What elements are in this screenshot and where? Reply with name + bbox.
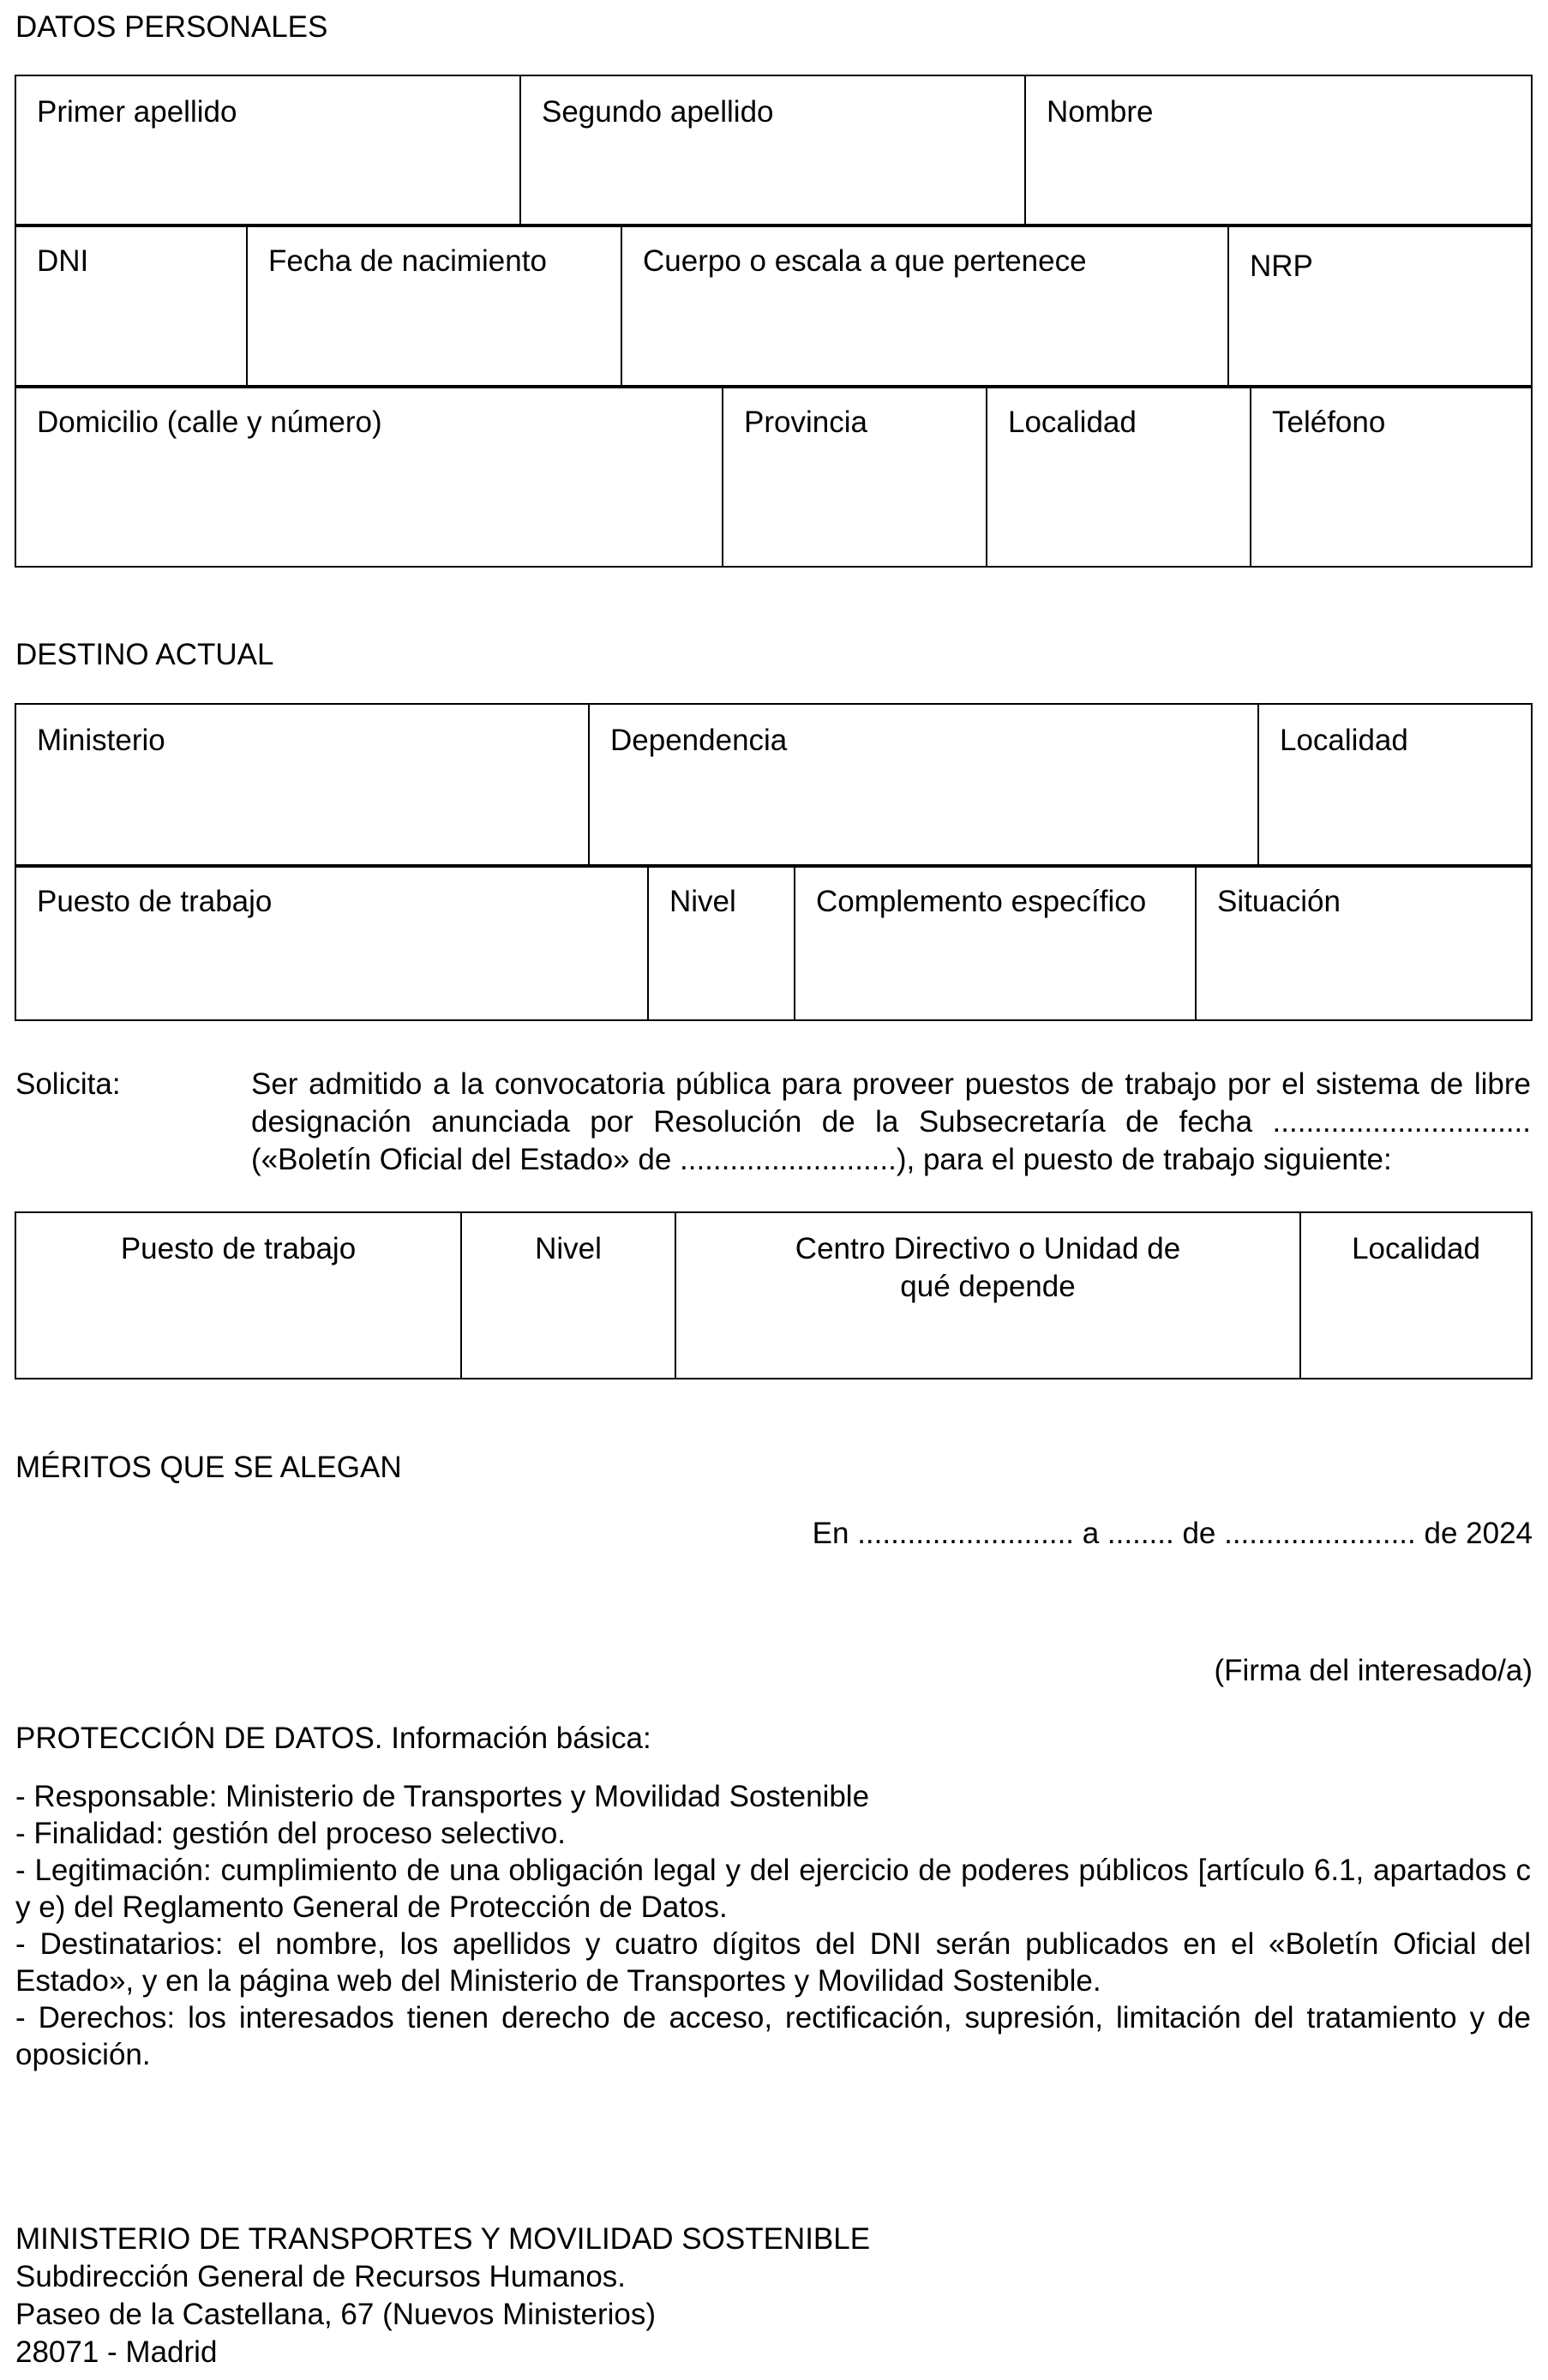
field-dni[interactable]	[15, 225, 247, 388]
merits-heading: MÉRITOS QUE SE ALEGAN	[15, 1451, 402, 1484]
address-postal-city: 28071 - Madrid	[15, 2335, 218, 2369]
field-department[interactable]	[589, 704, 1258, 867]
field-phone[interactable]	[1251, 386, 1532, 567]
field-second-surname[interactable]	[520, 75, 1025, 226]
field-label: Puesto de trabajo	[120, 1232, 357, 1265]
date-line[interactable]: En .......................... a ........ de ....................... de 2024	[812, 1517, 1533, 1550]
field-label: Nombre	[1047, 95, 1154, 129]
field-ministry[interactable]	[15, 704, 589, 867]
field-label: Localidad	[1280, 724, 1408, 757]
field-label: Localidad	[1008, 406, 1137, 439]
field-level[interactable]	[648, 865, 795, 1020]
field-current-locality[interactable]	[1258, 704, 1532, 867]
privacy-info	[15, 1778, 1531, 2073]
field-label: Puesto de trabajo	[37, 885, 273, 918]
field-label: Provincia	[744, 406, 867, 439]
field-situation[interactable]	[1196, 865, 1532, 1020]
field-label: Domicilio (calle y número)	[37, 406, 382, 439]
address-street: Paseo de la Castellana, 67 (Nuevos Ministerios)	[15, 2298, 657, 2331]
personal-row-1	[15, 75, 1533, 227]
field-requested-locality[interactable]	[1300, 1212, 1532, 1379]
current-row-1	[15, 703, 1533, 868]
address-ministry: MINISTERIO DE TRANSPORTES Y MOVILIDAD SOSTENIBLE	[15, 2222, 871, 2256]
privacy-item-legitimation: - Legitimación: cumplimiento de una obligación legal y del ejercicio de poderes públicos [artículo 6.1, apartados c y e) del Reglamento General de Protección de Datos.	[15, 1854, 1531, 1924]
current-post-heading: DESTINO ACTUAL	[15, 638, 274, 671]
request-text: Ser admitido a la convocatoria pública para proveer puestos de trabajo por el sistema de libre designación anunciada por Resolución de la Subsecretaría de fecha ............................... («Boletín Oficial del Estado» de ..........................), para el puesto de trabajo siguiente:	[251, 1067, 1531, 1176]
personal-row-2	[15, 224, 1533, 388]
field-label: Centro Directivo o Unidad de qué depende	[795, 1232, 1181, 1303]
field-label: Primer apellido	[37, 95, 237, 129]
signature-label: (Firma del interesado/a)	[1214, 1654, 1533, 1687]
field-requested-job-post[interactable]	[15, 1212, 461, 1379]
field-label: Complemento específico	[816, 885, 1147, 918]
field-label: Ministerio	[37, 724, 165, 757]
privacy-item-controller: - Responsable: Ministerio de Transportes y Movilidad Sostenible	[15, 1780, 870, 1813]
field-locality[interactable]	[987, 386, 1251, 567]
field-specific-complement[interactable]	[795, 865, 1196, 1020]
privacy-item-recipients: - Destinatarios: el nombre, los apellidos y cuatro dígitos del DNI serán publicados en el «Boletín Oficial del Estado», y en la página web del Ministerio de Transportes y Movilidad Sostenible.	[15, 1927, 1531, 1998]
request-label: Solicita:	[15, 1067, 121, 1101]
field-province[interactable]	[723, 386, 987, 567]
field-birth-date[interactable]	[247, 225, 621, 388]
field-label: Teléfono	[1272, 406, 1386, 439]
field-label: Cuerpo o escala a que pertenece	[643, 244, 1087, 278]
field-label: DNI	[37, 244, 89, 278]
field-label: Nivel	[669, 885, 736, 918]
field-label: Fecha de nacimiento	[268, 244, 547, 278]
personal-row-3	[15, 385, 1533, 568]
privacy-item-rights: - Derechos: los interesados tienen derecho de acceso, rectificación, supresión, limitación del tratamiento y de oposición.	[15, 2001, 1531, 2071]
field-label: Segundo apellido	[542, 95, 774, 129]
field-requested-level[interactable]	[461, 1212, 675, 1379]
field-label: Localidad	[1352, 1232, 1480, 1265]
address-block	[15, 2221, 870, 2371]
field-name[interactable]	[1025, 75, 1532, 226]
requested-position-table	[15, 1211, 1533, 1379]
field-first-surname[interactable]	[15, 75, 520, 226]
field-label: NRP	[1250, 249, 1313, 283]
field-job-post[interactable]	[15, 865, 648, 1020]
field-address[interactable]	[15, 386, 723, 567]
current-row-2	[15, 864, 1533, 1021]
field-label: Dependencia	[610, 724, 788, 757]
privacy-heading: PROTECCIÓN DE DATOS. Información básica:	[15, 1722, 651, 1755]
field-directive-center[interactable]	[675, 1212, 1300, 1379]
field-nrp[interactable]	[1228, 225, 1532, 388]
privacy-item-purpose: - Finalidad: gestión del proceso selectivo.	[15, 1817, 567, 1850]
field-label: Situación	[1217, 885, 1341, 918]
address-subdirectorate: Subdirección General de Recursos Humanos.	[15, 2260, 627, 2293]
personal-data-heading: DATOS PERSONALES	[15, 10, 328, 44]
field-corps[interactable]	[621, 225, 1228, 388]
field-label: Nivel	[535, 1232, 602, 1265]
